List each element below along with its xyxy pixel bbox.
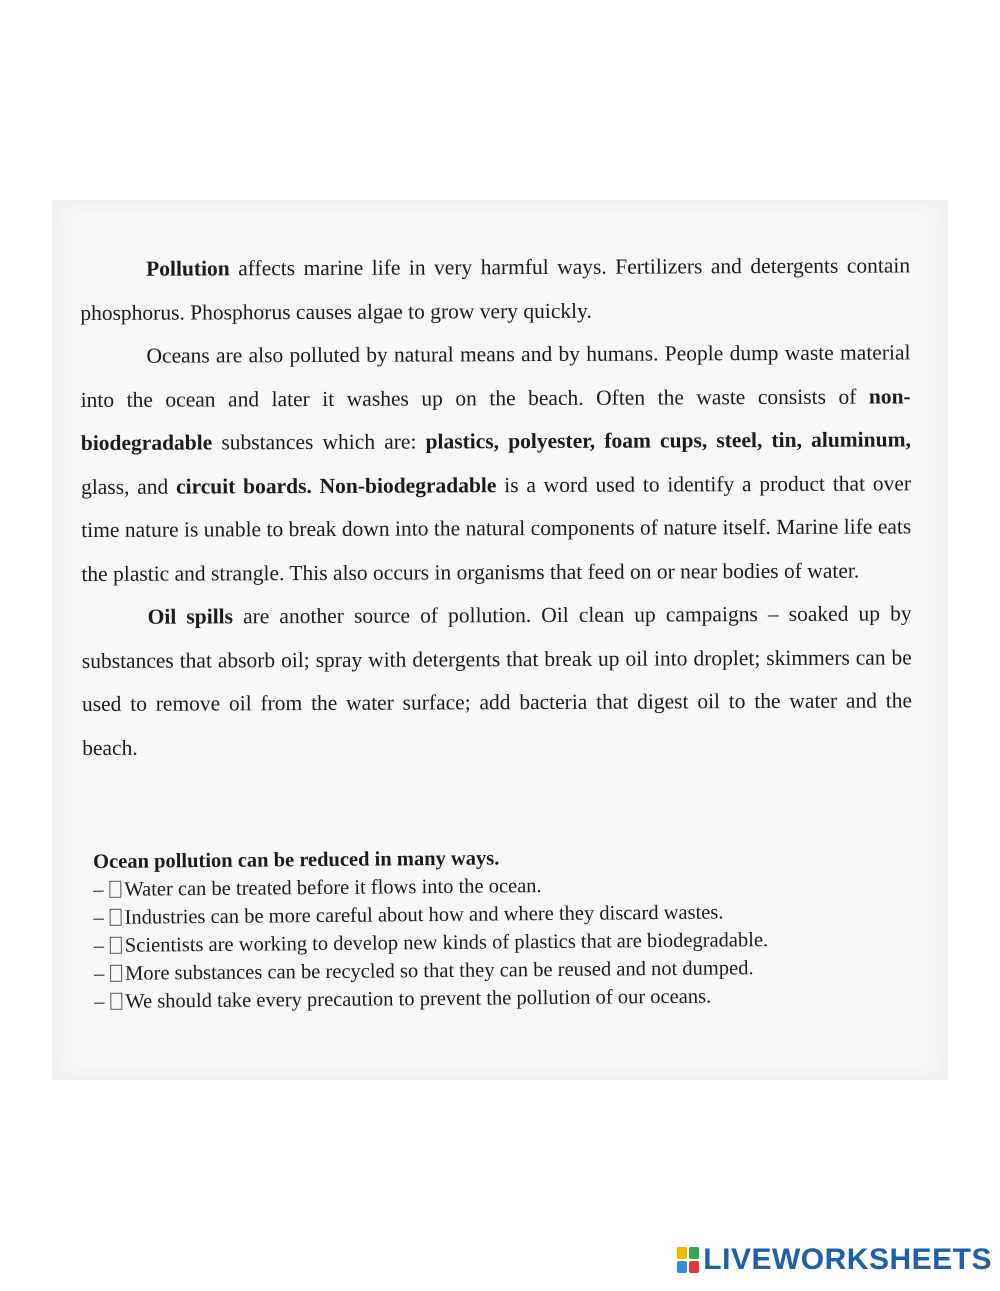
term-non-biodegradable: non-biodegradable <box>80 383 911 455</box>
materials-list: plastics, polyester, foam cups, steel, tin, aluminum, <box>425 427 911 454</box>
list-item: – Water can be treated before it flows into the ocean. <box>93 869 913 904</box>
dash-bullet: – <box>94 962 105 985</box>
paragraph-oceans: Oceans are also polluted by natural means and by humans. People dump waste material into the ocean and later it washes up on the beach. Often the waste consists of non-biodegradable substances which are: plastics, polyester, foam cups, steel, tin, aluminum, glass, and circuit boards. Non-biodegradable is a word used to identify a product that over time nature is unable to break down into the natural components of nature itself. Marine life eats the plastic and strangle. This also occurs in organisms that feed on or near bodies of water. <box>80 340 912 586</box>
reduction-section <box>93 841 914 1016</box>
document-body <box>80 244 912 770</box>
list-item: – More substances can be recycled so that they can be reused and not dumped. <box>94 953 914 988</box>
dash-bullet: – <box>93 878 104 901</box>
reduction-heading: Ocean pollution can be reduced in many ways. <box>93 847 500 873</box>
brand-name: LIVEWORKSHEETS <box>703 1243 992 1276</box>
missing-glyph-box-icon <box>109 881 121 898</box>
missing-glyph-box-icon <box>110 993 122 1010</box>
missing-glyph-box-icon <box>110 937 122 954</box>
reduction-list <box>93 869 914 1016</box>
liveworksheets-brand <box>677 1243 992 1277</box>
paragraph-oil-spills: Oil spills are another source of pollution. Oil clean up campaigns – soaked up by substances that absorb oil; spray with detergents that break up oil into droplet; skimmers can be used to remove oil from the water surface; add bacteria that digest oil to the water and the beach. <box>81 601 913 760</box>
missing-glyph-box-icon <box>110 965 122 982</box>
list-item: – Industries can be more careful about how and where they discard wastes. <box>93 897 913 932</box>
list-item: – We should take every precaution to prevent the pollution of our oceans. <box>94 981 914 1016</box>
term-pollution: Pollution <box>146 256 230 281</box>
paragraph-pollution: Pollution affects marine life in very harmful ways. Fertilizers and detergents contain phosphorus. Phosphorus causes algae to grow very quickly. <box>80 253 911 325</box>
term-circuit-boards: circuit boards. Non-biodegradable <box>175 472 497 499</box>
dash-bullet: – <box>93 906 104 929</box>
liveworksheets-logo-icon <box>677 1247 699 1273</box>
list-item: – Scientists are working to develop new kinds of plastics that are biodegradable. <box>94 925 914 960</box>
term-oil-spills: Oil spills <box>147 604 234 629</box>
dash-bullet: – <box>94 990 105 1013</box>
missing-glyph-box-icon <box>110 909 122 926</box>
dash-bullet: – <box>93 934 105 957</box>
